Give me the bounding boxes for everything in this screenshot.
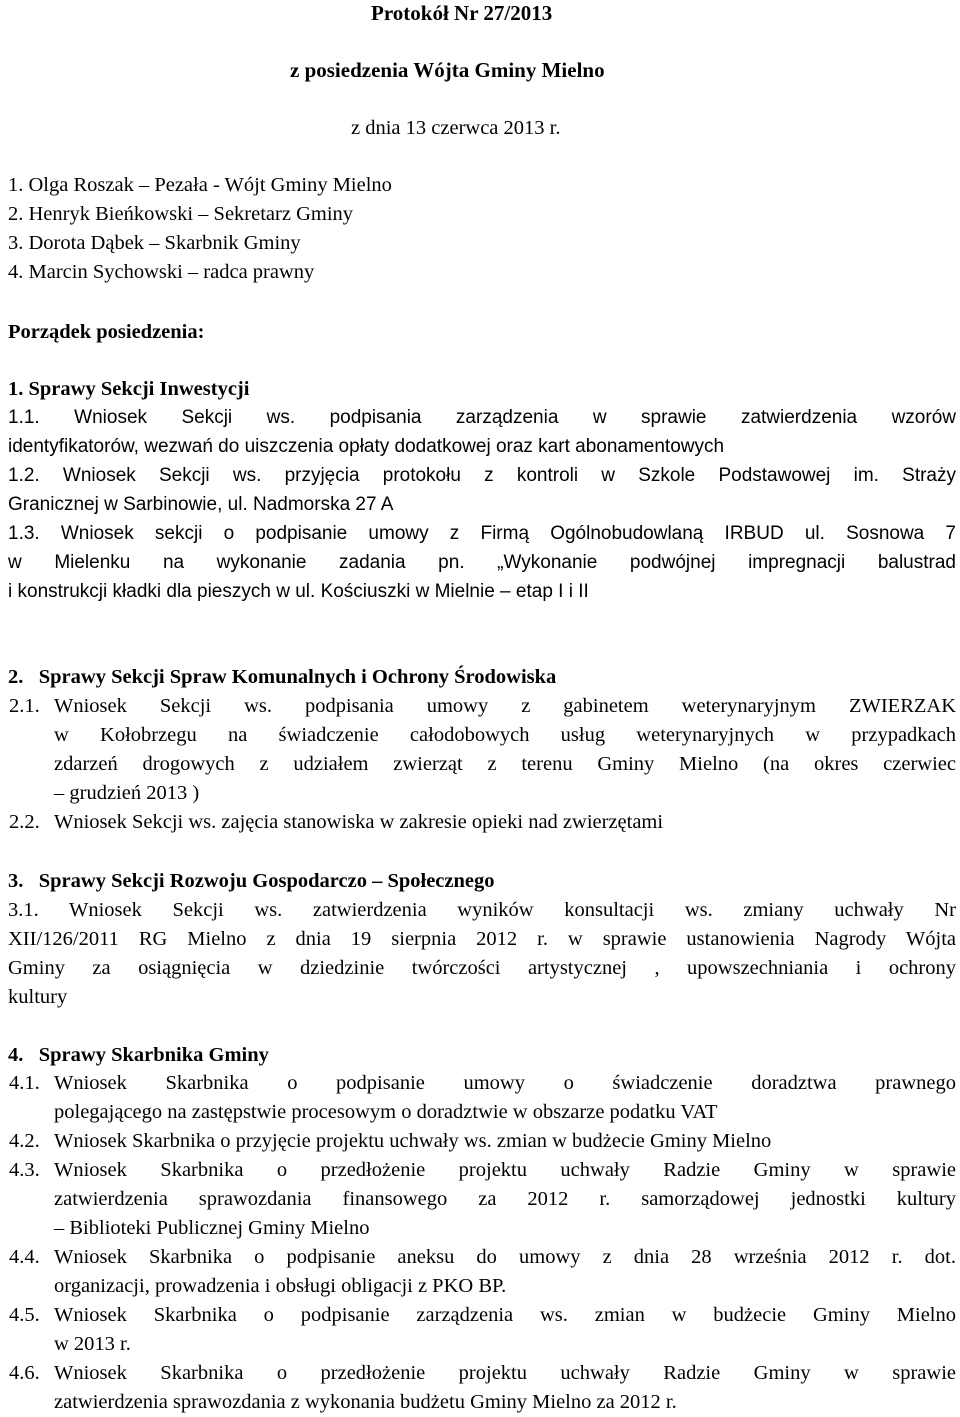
section-1-heading: 1. Sprawy Sekcji Inwestycji — [8, 378, 250, 400]
item-line: zdarzeń drogowych z udziałem zwierząt z terenu Gminy Mielno (na okres czerwiec — [54, 753, 956, 775]
section-1-item-1-line: 1.1. Wniosek Sekcji ws. podpisania zarządzenia w sprawie zatwierdzenia wzorów — [8, 407, 956, 428]
document-date: z dnia 13 czerwca 2013 r. — [351, 117, 561, 139]
section-4-item-2 — [54, 1127, 956, 1156]
item-number: 4.5. — [9, 1304, 40, 1326]
item-line: – grudzień 2013 ) — [54, 782, 200, 804]
agenda-heading: Porządek posiedzenia: — [8, 321, 205, 343]
section-2-body — [8, 692, 960, 852]
section-1-item-3-line: i konstrukcji kładki dla pieszych w ul. Kościuszki w Mielnie – etap I i II — [8, 581, 589, 602]
item-number: 4.3. — [9, 1159, 40, 1181]
section-1-item-3-line: 1.3. Wniosek sekcji o podpisanie umowy z Firmą Ogólnobudowlaną IRBUD ul. Sosnowa 7 — [8, 523, 956, 544]
item-line: organizacji, prowadzenia i obsługi obligacji z PKO BP. — [54, 1275, 507, 1297]
section-4-item-5 — [54, 1301, 956, 1359]
item-line: Wniosek Skarbnika o przedłożenie projektu uchwały Radzie Gminy w sprawie — [54, 1362, 956, 1384]
section-1-item-2-line: 1.2. Wniosek Sekcji ws. przyjęcia protokołu z kontroli w Szkole Podstawowej im. Straży — [8, 465, 956, 486]
item-number: 4.1. — [9, 1072, 40, 1094]
item-line: Wniosek Sekcji ws. zajęcia stanowiska w zakresie opieki nad zwierzętami — [54, 811, 664, 833]
item-number: 4.6. — [9, 1362, 40, 1384]
section-2-heading: 2. Sprawy Sekcji Spraw Komunalnych i Ochrony Środowiska — [8, 666, 557, 688]
section-2-item-2 — [54, 808, 956, 837]
attendee-item: 2. Henryk Bieńkowski – Sekretarz Gminy — [8, 203, 354, 225]
section-4-item-3 — [54, 1156, 956, 1243]
item-number: 2.2. — [9, 811, 40, 833]
section-2-item-1 — [54, 692, 956, 808]
item-line: zatwierdzenia sprawozdania finansowego za 2012 r. samorządowej jednostki kultury — [54, 1188, 956, 1210]
section-3-line: XII/126/2011 RG Mielno z dnia 19 sierpnia 2012 r. w sprawie ustanowienia Nagrody Wójta — [8, 928, 956, 950]
item-number: 2.1. — [9, 695, 40, 717]
section-4-heading: 4. Sprawy Skarbnika Gminy — [8, 1044, 269, 1066]
attendee-list — [8, 171, 392, 287]
section-1-body — [8, 403, 956, 643]
document-subtitle: z posiedzenia Wójta Gminy Mielno — [290, 58, 605, 82]
attendee-item: 4. Marcin Sychowski – radca prawny — [8, 261, 315, 283]
section-3-line: kultury — [8, 986, 68, 1008]
item-line: Wniosek Skarbnika o przyjęcie projektu uchwały ws. zmian w budżecie Gminy Mielno — [54, 1130, 772, 1152]
item-line: – Biblioteki Publicznej Gminy Mielno — [54, 1217, 370, 1239]
item-line: Wniosek Skarbnika o podpisanie umowy o świadczenie doradztwa prawnego — [54, 1072, 956, 1094]
item-line: Wniosek Skarbnika o podpisanie zarządzenia ws. zmian w budżecie Gminy Mielno — [54, 1304, 956, 1326]
item-line: polegającego na zastępstwie procesowym o doradztwie w obszarze podatku VAT — [54, 1101, 718, 1123]
item-line: Wniosek Sekcji ws. podpisania umowy z gabinetem weterynaryjnym ZWIERZAK — [54, 695, 956, 717]
section-1-item-3-line: w Mielenku na wykonanie zadania pn. „Wykonanie podwójnej impregnacji balustrad — [8, 552, 956, 573]
item-line: w Kołobrzegu na świadczenie całodobowych usług weterynaryjnych w przypadkach — [54, 724, 956, 746]
section-1-item-2-line: Granicznej w Sarbinowie, ul. Nadmorska 27 A — [8, 494, 394, 515]
section-3-line: 3.1. Wniosek Sekcji ws. zatwierdzenia wyników konsultacji ws. zmiany uchwały Nr — [8, 899, 956, 921]
attendee-item: 3. Dorota Dąbek – Skarbnik Gminy — [8, 232, 301, 254]
section-4-item-6 — [54, 1359, 956, 1417]
section-4-item-4 — [54, 1243, 956, 1301]
item-line: w 2013 r. — [54, 1333, 131, 1355]
section-1-item-1-line: identyfikatorów, wezwań do uiszczenia opłaty dodatkowej oraz kart abonamentowych — [8, 436, 725, 457]
section-3-body — [8, 896, 956, 1016]
item-line: zatwierdzenia sprawozdania z wykonania budżetu Gminy Mielno za 2012 r. — [54, 1391, 677, 1413]
document-title: Protokół Nr 27/2013 — [371, 1, 553, 25]
section-3-heading: 3. Sprawy Sekcji Rozwoju Gospodarczo – Społecznego — [8, 870, 495, 892]
attendee-item: 1. Olga Roszak – Pezała - Wójt Gminy Mielno — [8, 174, 392, 196]
section-4-body — [8, 1069, 960, 1414]
section-3-line: Gminy za osiągnięcia w dziedzinie twórczości artystycznej , upowszechniania i ochrony — [8, 957, 956, 979]
section-4-item-1 — [54, 1069, 956, 1127]
item-number: 4.4. — [9, 1246, 40, 1268]
item-number: 4.2. — [9, 1130, 40, 1152]
item-line: Wniosek Skarbnika o przedłożenie projektu uchwały Radzie Gminy w sprawie — [54, 1159, 956, 1181]
item-line: Wniosek Skarbnika o podpisanie aneksu do umowy z dnia 28 września 2012 r. dot. — [54, 1246, 956, 1268]
